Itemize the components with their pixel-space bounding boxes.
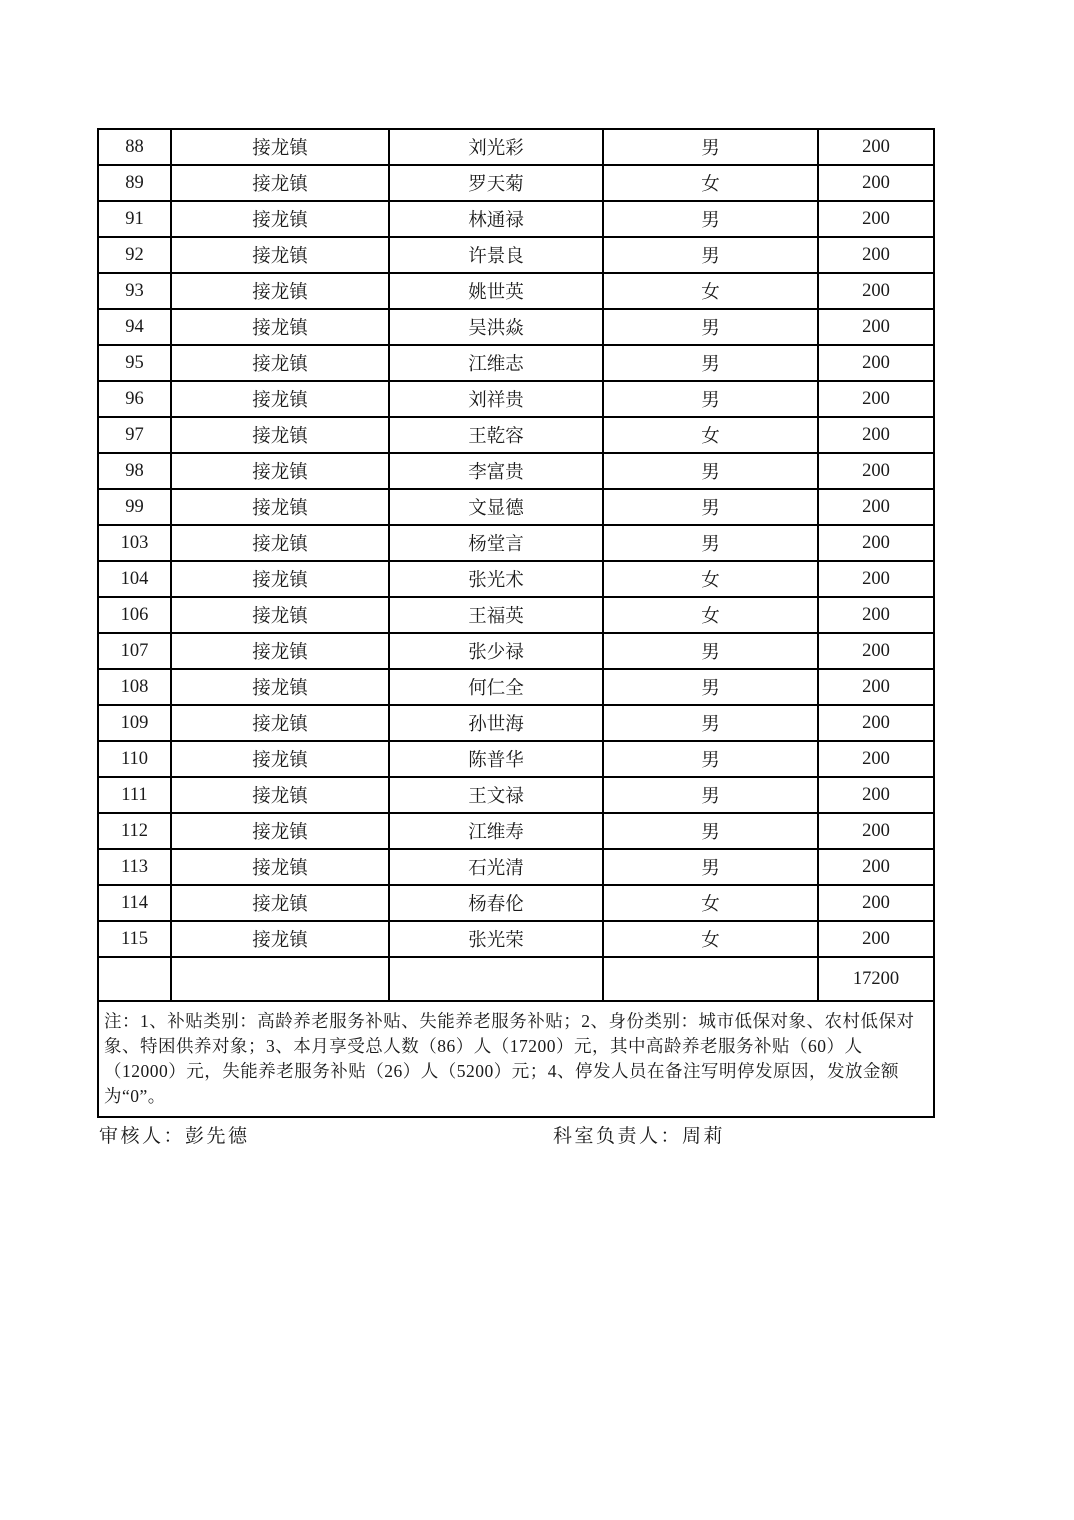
- amount-cell: 200: [818, 489, 934, 525]
- gender-cell: 男: [603, 453, 818, 489]
- amount-cell: 200: [818, 633, 934, 669]
- town-cell: 接龙镇: [171, 597, 389, 633]
- town-cell: 接龙镇: [171, 921, 389, 957]
- amount-cell: 200: [818, 345, 934, 381]
- amount-cell: 200: [818, 813, 934, 849]
- gender-cell: 女: [603, 885, 818, 921]
- name-cell: 江维志: [389, 345, 603, 381]
- serial-cell: 113: [98, 849, 171, 885]
- town-cell: 接龙镇: [171, 849, 389, 885]
- amount-cell: 200: [818, 561, 934, 597]
- amount-cell: 200: [818, 597, 934, 633]
- total-row: [98, 957, 934, 1001]
- gender-cell: 男: [603, 525, 818, 561]
- amount-cell: 200: [818, 381, 934, 417]
- amount-cell: 200: [818, 309, 934, 345]
- table-row: [98, 417, 934, 453]
- table-row: [98, 489, 934, 525]
- serial-cell: 104: [98, 561, 171, 597]
- table-row: [98, 921, 934, 957]
- gender-cell: 女: [603, 273, 818, 309]
- name-cell: 罗天菊: [389, 165, 603, 201]
- name-cell: 江维寿: [389, 813, 603, 849]
- amount-cell: 200: [818, 525, 934, 561]
- serial-cell: 89: [98, 165, 171, 201]
- table-row: [98, 309, 934, 345]
- serial-cell: 95: [98, 345, 171, 381]
- gender-cell: 男: [603, 777, 818, 813]
- name-cell: 石光清: [389, 849, 603, 885]
- amount-cell: 200: [818, 237, 934, 273]
- table-row: [98, 201, 934, 237]
- gender-cell: 女: [603, 921, 818, 957]
- name-cell: 何仁全: [389, 669, 603, 705]
- table-row: [98, 777, 934, 813]
- serial-cell: 103: [98, 525, 171, 561]
- serial-cell: 94: [98, 309, 171, 345]
- table-row: [98, 525, 934, 561]
- gender-cell: 男: [603, 813, 818, 849]
- section-chief-signature: 科室负责人：周莉: [553, 1126, 726, 1147]
- table-row: [98, 273, 934, 309]
- town-cell: 接龙镇: [171, 885, 389, 921]
- town-cell: 接龙镇: [171, 381, 389, 417]
- name-cell: 杨春伦: [389, 885, 603, 921]
- town-cell: 接龙镇: [171, 273, 389, 309]
- serial-cell: 114: [98, 885, 171, 921]
- gender-cell: 男: [603, 129, 818, 165]
- amount-cell: 200: [818, 849, 934, 885]
- name-cell: 李富贵: [389, 453, 603, 489]
- name-cell: 刘光彩: [389, 129, 603, 165]
- gender-cell: 女: [603, 165, 818, 201]
- name-cell: 吴洪焱: [389, 309, 603, 345]
- serial-cell: 107: [98, 633, 171, 669]
- gender-cell: 男: [603, 741, 818, 777]
- serial-cell: 106: [98, 597, 171, 633]
- gender-cell: 女: [603, 561, 818, 597]
- signature-row: [97, 1121, 933, 1151]
- table-row: [98, 705, 934, 741]
- town-cell: 接龙镇: [171, 633, 389, 669]
- gender-cell: 男: [603, 309, 818, 345]
- name-cell: 林通禄: [389, 201, 603, 237]
- serial-cell: 99: [98, 489, 171, 525]
- town-cell: 接龙镇: [171, 201, 389, 237]
- gender-cell: 女: [603, 597, 818, 633]
- serial-cell: 98: [98, 453, 171, 489]
- town-cell: 接龙镇: [171, 165, 389, 201]
- amount-cell: 200: [818, 705, 934, 741]
- name-cell: 张少禄: [389, 633, 603, 669]
- gender-cell: 男: [603, 381, 818, 417]
- total-name-cell: [389, 957, 603, 1001]
- serial-cell: 92: [98, 237, 171, 273]
- gender-cell: 男: [603, 633, 818, 669]
- table-row: [98, 129, 934, 165]
- serial-cell: 88: [98, 129, 171, 165]
- serial-cell: 110: [98, 741, 171, 777]
- town-cell: 接龙镇: [171, 561, 389, 597]
- reviewer-signature: 审核人：彭先德: [99, 1126, 250, 1147]
- town-cell: 接龙镇: [171, 525, 389, 561]
- serial-cell: 108: [98, 669, 171, 705]
- table-row: [98, 165, 934, 201]
- town-cell: 接龙镇: [171, 777, 389, 813]
- gender-cell: 男: [603, 201, 818, 237]
- town-cell: 接龙镇: [171, 417, 389, 453]
- table-row: [98, 885, 934, 921]
- note-row: [98, 1001, 934, 1117]
- town-cell: 接龙镇: [171, 309, 389, 345]
- town-cell: 接龙镇: [171, 237, 389, 273]
- town-cell: 接龙镇: [171, 741, 389, 777]
- town-cell: 接龙镇: [171, 813, 389, 849]
- gender-cell: 男: [603, 849, 818, 885]
- serial-cell: 91: [98, 201, 171, 237]
- table-row: [98, 381, 934, 417]
- gender-cell: 男: [603, 237, 818, 273]
- gender-cell: 男: [603, 669, 818, 705]
- town-cell: 接龙镇: [171, 705, 389, 741]
- name-cell: 张光荣: [389, 921, 603, 957]
- table-row: [98, 453, 934, 489]
- town-cell: 接龙镇: [171, 453, 389, 489]
- serial-cell: 97: [98, 417, 171, 453]
- serial-cell: 109: [98, 705, 171, 741]
- town-cell: 接龙镇: [171, 345, 389, 381]
- name-cell: 姚世英: [389, 273, 603, 309]
- total-gender-cell: [603, 957, 818, 1001]
- amount-cell: 200: [818, 777, 934, 813]
- gender-cell: 男: [603, 345, 818, 381]
- name-cell: 刘祥贵: [389, 381, 603, 417]
- table-row: [98, 813, 934, 849]
- table-row: [98, 849, 934, 885]
- amount-cell: 200: [818, 453, 934, 489]
- name-cell: 孙世海: [389, 705, 603, 741]
- name-cell: 杨堂言: [389, 525, 603, 561]
- note-text: 注：1、补贴类别：高龄养老服务补贴、失能养老服务补贴；2、身份类别：城市低保对象、农村低保对象、特困供养对象；3、本月享受总人数（86）人（17200）元，其中高龄养老服务补贴（60）人（12000）元，失能养老服务补贴（26）人（5200）元；4、停发人员在备注写明停发原因，发放金额为“0”。: [98, 1001, 934, 1117]
- amount-cell: 200: [818, 201, 934, 237]
- gender-cell: 男: [603, 489, 818, 525]
- name-cell: 王文禄: [389, 777, 603, 813]
- town-cell: 接龙镇: [171, 489, 389, 525]
- gender-cell: 女: [603, 417, 818, 453]
- serial-cell: 96: [98, 381, 171, 417]
- name-cell: 王福英: [389, 597, 603, 633]
- subsidy-table: [97, 128, 935, 1118]
- amount-cell: 200: [818, 741, 934, 777]
- name-cell: 许景良: [389, 237, 603, 273]
- total-amount-cell: 17200: [818, 957, 934, 1001]
- town-cell: 接龙镇: [171, 129, 389, 165]
- table-row: [98, 237, 934, 273]
- town-cell: 接龙镇: [171, 669, 389, 705]
- name-cell: 王乾容: [389, 417, 603, 453]
- serial-cell: 111: [98, 777, 171, 813]
- table-row: [98, 669, 934, 705]
- serial-cell: 93: [98, 273, 171, 309]
- name-cell: 张光术: [389, 561, 603, 597]
- table-body: [98, 129, 934, 957]
- amount-cell: 200: [818, 885, 934, 921]
- serial-cell: 112: [98, 813, 171, 849]
- table-footer: [98, 957, 934, 1117]
- table-row: [98, 345, 934, 381]
- total-town-cell: [171, 957, 389, 1001]
- name-cell: 文显德: [389, 489, 603, 525]
- amount-cell: 200: [818, 669, 934, 705]
- table-row: [98, 597, 934, 633]
- amount-cell: 200: [818, 921, 934, 957]
- amount-cell: 200: [818, 273, 934, 309]
- table-row: [98, 633, 934, 669]
- serial-cell: 115: [98, 921, 171, 957]
- name-cell: 陈普华: [389, 741, 603, 777]
- table-row: [98, 561, 934, 597]
- amount-cell: 200: [818, 165, 934, 201]
- amount-cell: 200: [818, 417, 934, 453]
- total-serial-cell: [98, 957, 171, 1001]
- table-row: [98, 741, 934, 777]
- gender-cell: 男: [603, 705, 818, 741]
- amount-cell: 200: [818, 129, 934, 165]
